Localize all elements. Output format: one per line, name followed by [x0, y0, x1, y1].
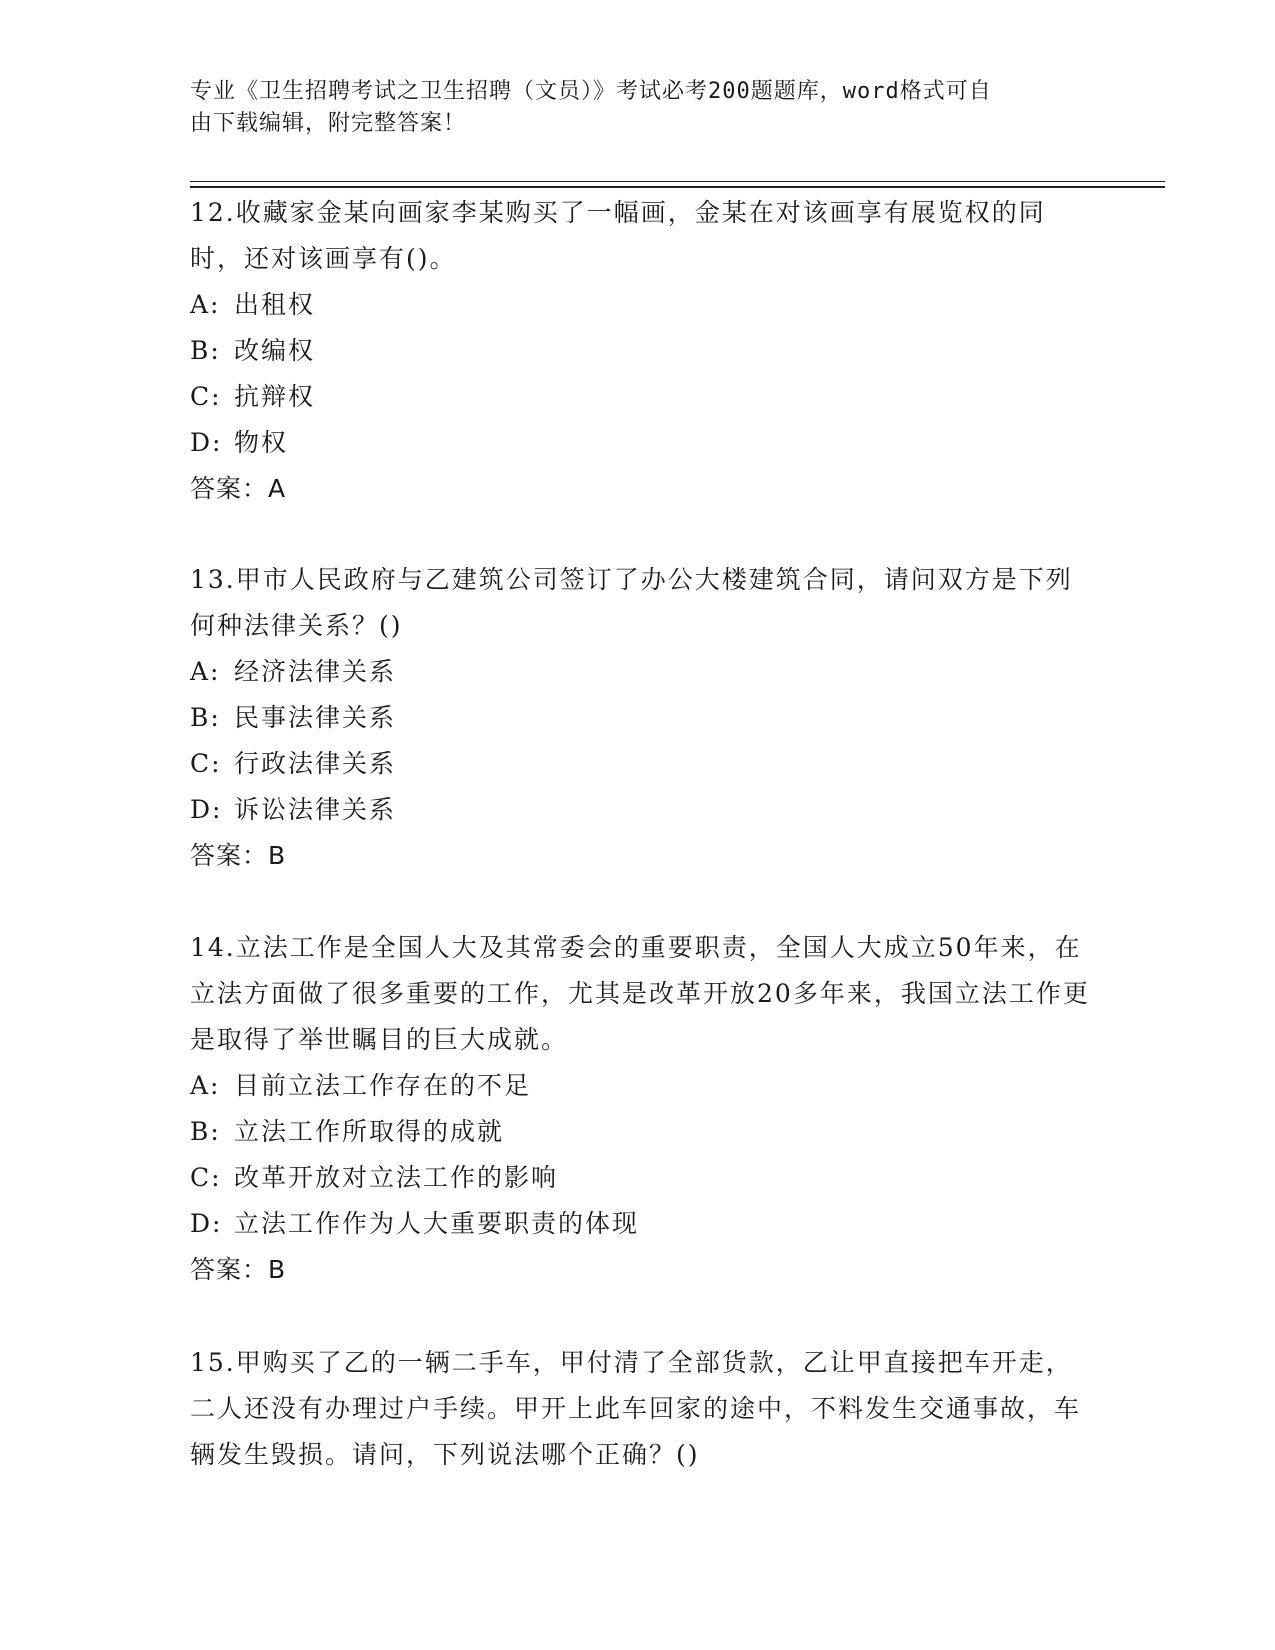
- option-c: C: 行政法律关系: [190, 749, 397, 778]
- question-13: [190, 557, 1090, 879]
- option-c: C: 抗辩权: [190, 382, 316, 411]
- header-line-1: 专业《卫生招聘考试之卫生招聘（文员）》考试必考200题题库，word格式可自: [190, 79, 992, 104]
- option-c: C: 改革开放对立法工作的影响: [190, 1163, 559, 1192]
- answer: 答案：A: [190, 474, 287, 503]
- question-stem: 14.立法工作是全国人大及其常委会的重要职责，全国人大成立50年来，在立法方面做了很多重要的工作，尤其是改革开放20多年来，我国立法工作更是取得了举世瞩目的巨大成就。: [190, 933, 1090, 1054]
- option-b: B: 改编权: [190, 336, 316, 365]
- document-header: [190, 76, 1090, 140]
- header-line-2: 由下载编辑，附完整答案！: [190, 111, 467, 136]
- question-stem: 13.甲市人民政府与乙建筑公司签订了办公大楼建筑合同，请问双方是下列何种法律关系？(): [190, 565, 1073, 640]
- header-divider-thin: [190, 181, 1165, 182]
- answer: 答案：B: [190, 841, 287, 870]
- option-d: D: 立法工作作为人大重要职责的体现: [190, 1209, 640, 1238]
- option-b: B: 立法工作所取得的成就: [190, 1117, 505, 1146]
- question-15: [190, 1340, 1090, 1478]
- header-divider-thick: [190, 186, 1165, 188]
- question-stem: 12.收藏家金某向画家李某购买了一幅画，金某在对该画享有展览权的同时，还对该画享有()。: [190, 198, 1046, 273]
- option-b: B: 民事法律关系: [190, 703, 397, 732]
- answer: 答案：B: [190, 1255, 287, 1284]
- question-stem: 15.甲购买了乙的一辆二手车，甲付清了全部货款，乙让甲直接把车开走，二人还没有办理过户手续。甲开上此车回家的途中，不料发生交通事故，车辆发生毁损。请问，下列说法哪个正确？(): [190, 1348, 1082, 1469]
- option-d: D: 诉讼法律关系: [190, 795, 397, 824]
- question-12: [190, 190, 1090, 512]
- option-d: D: 物权: [190, 428, 289, 457]
- option-a: A: 出租权: [190, 290, 316, 319]
- question-14: [190, 925, 1090, 1293]
- option-a: A: 经济法律关系: [190, 657, 397, 686]
- option-a: A: 目前立法工作存在的不足: [190, 1071, 532, 1100]
